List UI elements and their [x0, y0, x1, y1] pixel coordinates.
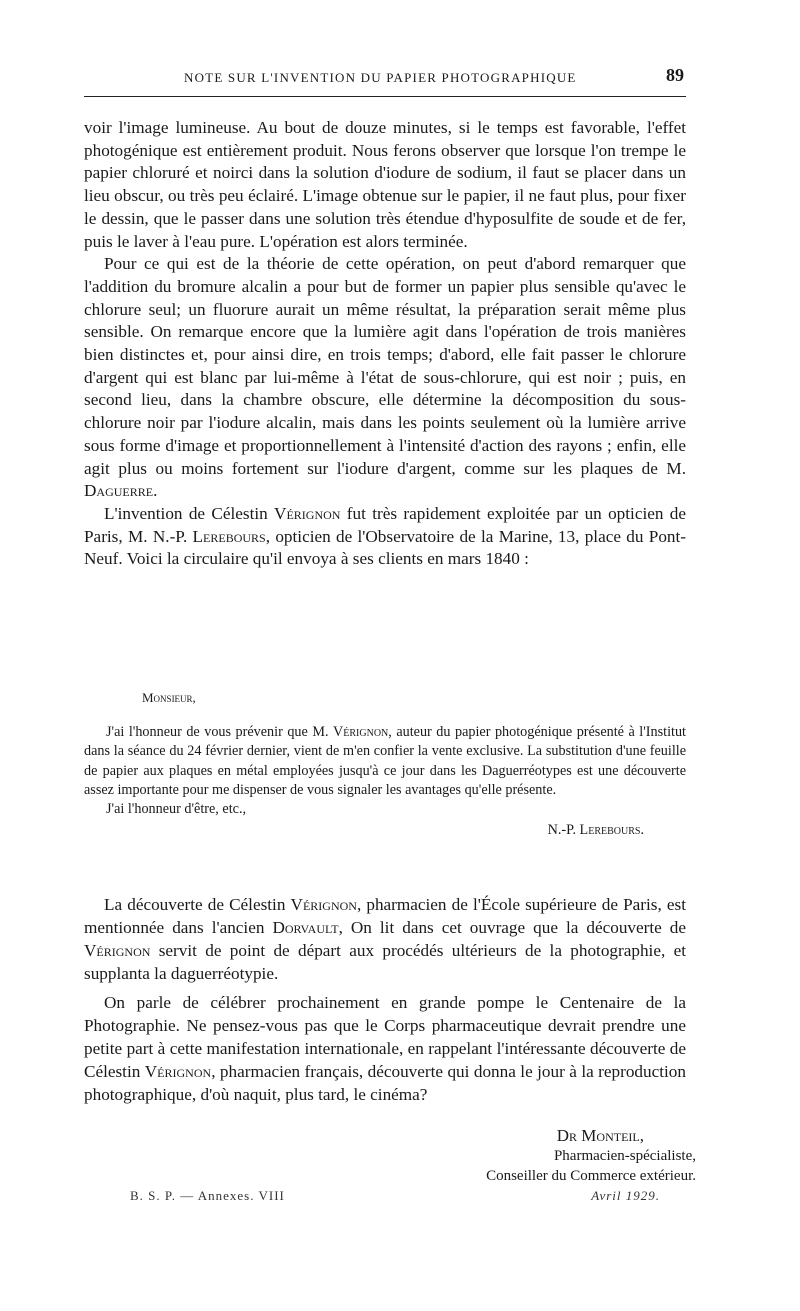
letter-salutation: Monsieur,: [142, 690, 196, 705]
paragraph-4-text-c: , On lit dans cet ouvrage que la découverte de: [338, 918, 687, 937]
footer-publication: B. S. P. — Annexes. VIII: [130, 1188, 285, 1203]
page-number: 89: [666, 65, 684, 85]
paragraph-5: [84, 991, 686, 1106]
author-role: Conseiller du Commerce extérieur.: [486, 1168, 696, 1184]
paragraph-4: [84, 893, 686, 985]
footer-date: Avril 1929.: [591, 1188, 660, 1203]
letter-signature: N.-P. Lerebours.: [547, 822, 644, 839]
person-name-lerebours: Lerebours: [192, 526, 266, 546]
author-name: Dr Monteil,: [556, 1126, 644, 1145]
paragraph-5-name: Vérignon: [144, 1062, 212, 1081]
page-header: [84, 66, 686, 97]
paragraph-3-text-c: , opticien de l'Observatoire de la Marine, 13, place du Pont-Neuf. Voici la circulaire qu'il envoya à ses clients en mars 1840 :: [84, 526, 686, 569]
letter-paragraph-1: [84, 723, 686, 800]
letter-text-a: J'ai l'honneur de vous prévenir que M.: [106, 724, 334, 741]
paragraph-2-text: Pour ce qui est de la théorie de cette opération, on peut d'abord remarquer que l'addition du bromure alcalin a pour but de former un papier plus sensible qu'avec le chlorure seul; un fluorure aurait un même résultat, la préparation serait même plus sensible. On remarque encore que la lumière agit dans l'opération de trois manières bien distinctes et, pour ainsi dire, en trois temps; d'abord, elle fait passer le chlorure d'argent qui est blanc par lui-même à l'état de sous-chlorure, qui est noir ; puis, en second lieu, dans la chambre obscure, elle détermine la décomposition du sous-chlorure noir par l'iodure alcalin, mais dans les points seulement où la lumière arrive sous forme d'image et proportionnellement à l'intensité d'action des rayons ; enfin, elle agit plus ou moins fortement sur l'iodure d'argent, comme sur les plaques de M.: [84, 254, 686, 478]
paragraph-4-name-3: Vérignon: [84, 941, 151, 960]
body-text: [84, 117, 686, 571]
paragraph-5-text-a: On parle de célébrer prochainement en grande pompe le Centenaire de la Photographie. Ne pensez-vous pas que le Corps pharmaceutique devrait prendre une petite part à cette manifestation internationale, en rappelant l'intéressante découverte de Célestin: [84, 993, 686, 1081]
paragraph-3-text-b: fut très rapidement exploitée par un opticien de Paris, M. N.-P.: [84, 503, 686, 546]
author-title: Pharmacien-spécialiste,: [553, 1148, 696, 1164]
person-name-verignon: Vérignon: [274, 503, 341, 523]
letter-text-b: , auteur du papier photogénique présenté à l'Institut dans la séance du 24 février dernier, vient de m'en confier la vente exclusive. La substitution d'une feuille de papier aux plaques en métal employées jusqu'à ce jour dans les Daguerréotypes est une découverte assez importante pour me dispenser de vous signaler les avantages qu'elle présente.: [84, 724, 686, 798]
paragraph-4-name-1: Vérignon: [290, 895, 357, 914]
letter-closing: J'ai l'honneur d'être, etc.,: [106, 801, 247, 818]
author-signature: [486, 1126, 696, 1186]
paragraph-3: [84, 503, 686, 571]
body-text-continued: [84, 893, 686, 1106]
paragraph-4-text-b: , pharmacien de l'École supérieure de Paris, est mentionnée dans l'ancien: [84, 895, 686, 937]
paragraph-3-text-a: L'invention de Célestin: [104, 503, 275, 523]
quoted-letter: [84, 688, 686, 840]
paragraph-1: voir l'image lumineuse. Au bout de douze minutes, si le temps est favorable, l'effet photogénique est entièrement produit. Nous ferons observer que lorsque l'on trempe le papier chloruré et noirci dans la solution d'iodure de sodium, il faut se placer dans un lieu obscur, ou très peu éclairé. L'image obtenue sur le papier, il ne faut plus, pour fixer le dessin, que le passer dans une solution très étendue d'hyposulfite de soude et de fer, puis le laver à l'eau pure. L'opération est alors terminée.: [84, 118, 686, 251]
paragraph-2-end: .: [153, 481, 158, 501]
running-title: NOTE SUR L'INVENTION DU PAPIER PHOTOGRAPHIQUE: [184, 70, 577, 85]
person-name-daguerre: Daguerre: [84, 481, 154, 501]
paragraph-2: [84, 253, 686, 503]
paragraph-5-text-b: , pharmacien français, découverte qui donna le jour à la reproduction photographique, d'où naquit, plus tard, le cinéma?: [84, 1062, 686, 1104]
paragraph-4-text-d: servit de point de départ aux procédés ultérieurs de la photographie, et supplanta la daguerréotypie.: [84, 941, 686, 983]
paragraph-4-name-2: Dorvault: [272, 918, 339, 937]
paragraph-4-text-a: La découverte de Célestin: [104, 895, 291, 914]
letter-name-verignon: Vérignon: [333, 724, 389, 741]
